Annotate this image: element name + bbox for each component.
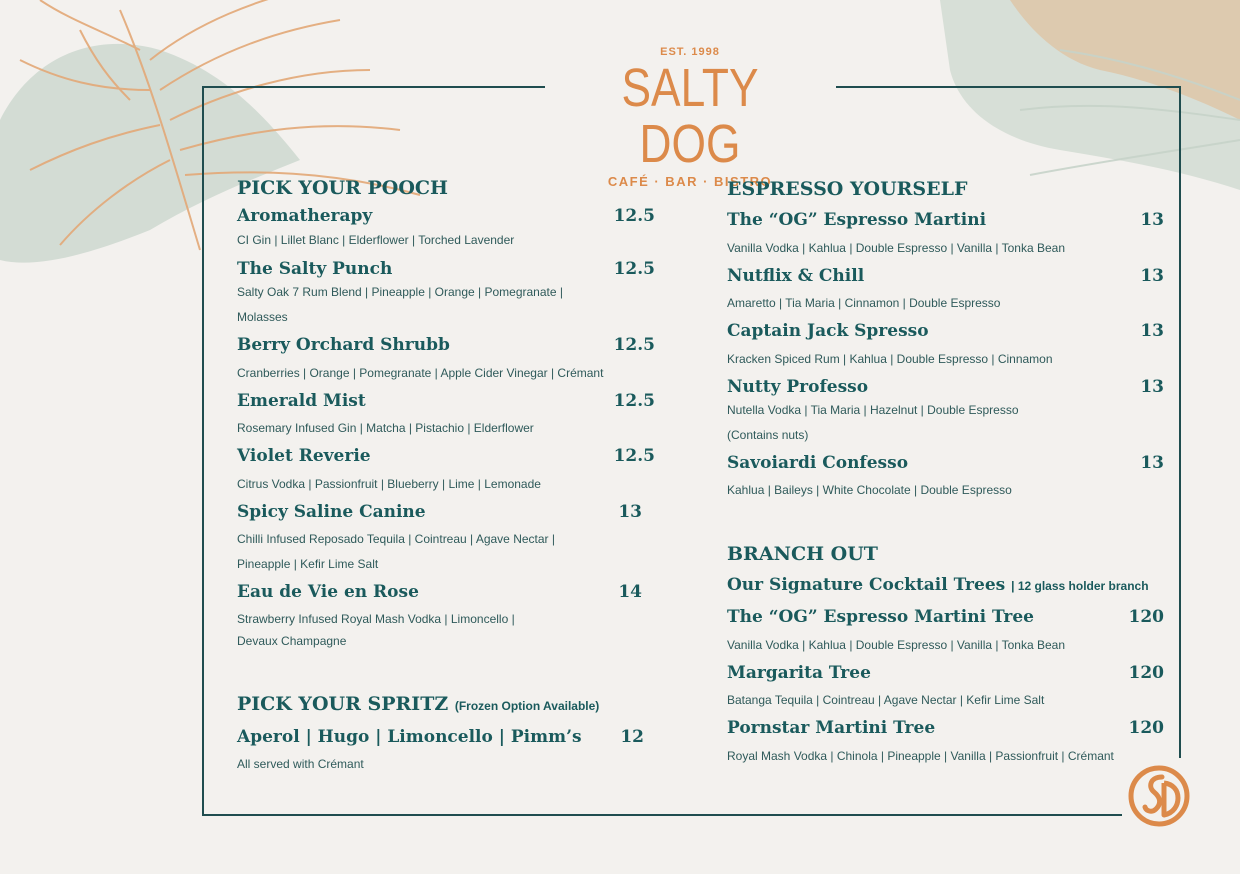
frame-left — [202, 86, 204, 816]
menu-item-name: Spicy Saline Canine — [237, 502, 426, 522]
frame-bottom — [202, 814, 1122, 816]
menu-item-name: Margarita Tree — [727, 663, 871, 683]
menu-item-description: Citrus Vodka | Passionfruit | Blueberry | Lime | Lemonade — [237, 477, 541, 491]
menu-item-description: Kahlua | Baileys | White Chocolate | Double Espresso — [727, 483, 1012, 497]
menu-item-name: Nutty Professo — [727, 377, 869, 397]
menu-item-name: Emerald Mist — [237, 391, 366, 411]
frame-top-left — [202, 86, 545, 88]
menu-item-description: Kracken Spiced Rum | Kahlua | Double Espresso | Cinnamon — [727, 352, 1053, 366]
section-title-pooch: PICK YOUR POOCH — [237, 177, 448, 199]
menu-item-description: Pineapple | Kefir Lime Salt — [237, 557, 379, 571]
established-text: EST. 1998 — [660, 46, 720, 58]
section-title-spritz — [237, 693, 599, 715]
menu-item-price: 13 — [1140, 210, 1164, 230]
menu-item-description: Molasses — [237, 310, 288, 324]
leaf-brush-left — [0, 44, 300, 263]
menu-item-price: 12.5 — [613, 206, 655, 226]
menu-item-description: CI Gin | Lillet Blanc | Elderflower | Torched Lavender — [237, 233, 515, 247]
section-title-espresso: ESPRESSO YOURSELF — [727, 178, 968, 200]
menu-item-name: Violet Reverie — [237, 446, 371, 466]
section-title-branch: BRANCH OUT — [727, 543, 878, 565]
menu-item-name: Berry Orchard Shrubb — [237, 335, 450, 355]
frozen-option-note: (Frozen Option Available) — [454, 699, 600, 713]
menu-item-price: 13 — [1140, 453, 1164, 473]
branch-subtitle — [727, 575, 1149, 595]
menu-item-description: Batanga Tequila | Cointreau | Agave Nectar | Kefir Lime Salt — [727, 693, 1045, 707]
menu-item-description: Amaretto | Tia Maria | Cinnamon | Double Espresso — [727, 296, 1001, 310]
menu-item-price: 12.5 — [613, 446, 655, 466]
section-title-text: PICK YOUR SPRITZ — [237, 693, 449, 715]
menu-item-name: Savoiardi Confesso — [727, 453, 909, 473]
menu-item-price: 12.5 — [613, 391, 655, 411]
spritz-description: All served with Crémant — [237, 757, 364, 771]
menu-item-description: (Contains nuts) — [727, 428, 809, 442]
brand-logo-text: SALTY DOG — [621, 58, 759, 174]
menu-item-name: The “OG” Espresso Martini — [727, 210, 987, 230]
brand-tagline: CAFÉ · BAR · BISTRO — [607, 174, 773, 189]
spritz-item-name: Aperol | Hugo | Limoncello | Pimm’s — [237, 727, 582, 747]
menu-item-price: 13 — [1140, 266, 1164, 286]
menu-item-price: 14 — [618, 582, 642, 602]
menu-item-price: 13 — [1140, 377, 1164, 397]
menu-item-description: Chilli Infused Reposado Tequila | Cointreau | Agave Nectar | — [237, 532, 555, 546]
menu-item-name: Eau de Vie en Rose — [237, 582, 419, 602]
branch-subtitle-text: Our Signature Cocktail Trees — [727, 575, 1006, 595]
menu-item-description: Strawberry Infused Royal Mash Vodka | Limoncello | — [237, 612, 515, 626]
menu-item-description: Nutella Vodka | Tia Maria | Hazelnut | Double Espresso — [727, 403, 1019, 417]
menu-item-name: Captain Jack Spresso — [727, 321, 929, 341]
brand-header — [545, 42, 835, 189]
sd-monogram-icon — [1128, 765, 1190, 827]
menu-item-description: Vanilla Vodka | Kahlua | Double Espresso | Vanilla | Tonka Bean — [727, 241, 1066, 255]
frame-right — [1179, 86, 1181, 758]
menu-item-description: Rosemary Infused Gin | Matcha | Pistachio | Elderflower — [237, 421, 534, 435]
frame-top-right — [836, 86, 1181, 88]
spritz-item-price: 12 — [620, 727, 644, 747]
menu-item-price: 13 — [618, 502, 642, 522]
menu-item-description: Cranberries | Orange | Pomegranate | Apple Cider Vinegar | Crémant — [237, 366, 604, 380]
menu-item-description: Salty Oak 7 Rum Blend | Pineapple | Orange | Pomegranate | — [237, 285, 563, 299]
branch-subtitle-note: | 12 glass holder branch — [1011, 579, 1149, 593]
menu-item-price: 120 — [1128, 718, 1164, 738]
menu-item-name: Aromatherapy — [237, 206, 373, 226]
menu-item-name: Nutflix & Chill — [727, 266, 865, 286]
menu-item-price: 12.5 — [613, 259, 655, 279]
menu-item-description: Devaux Champagne — [237, 634, 347, 648]
menu-item-description: Vanilla Vodka | Kahlua | Double Espresso | Vanilla | Tonka Bean — [727, 638, 1066, 652]
menu-item-price: 12.5 — [613, 335, 655, 355]
menu-item-name: The “OG” Espresso Martini Tree — [727, 607, 1034, 627]
menu-item-price: 120 — [1128, 607, 1164, 627]
menu-item-description: Royal Mash Vodka | Chinola | Pineapple | Vanilla | Passionfruit | Crémant — [727, 749, 1114, 763]
menu-item-name: The Salty Punch — [237, 259, 393, 279]
menu-item-name: Pornstar Martini Tree — [727, 718, 936, 738]
menu-item-price: 120 — [1128, 663, 1164, 683]
menu-item-price: 13 — [1140, 321, 1164, 341]
